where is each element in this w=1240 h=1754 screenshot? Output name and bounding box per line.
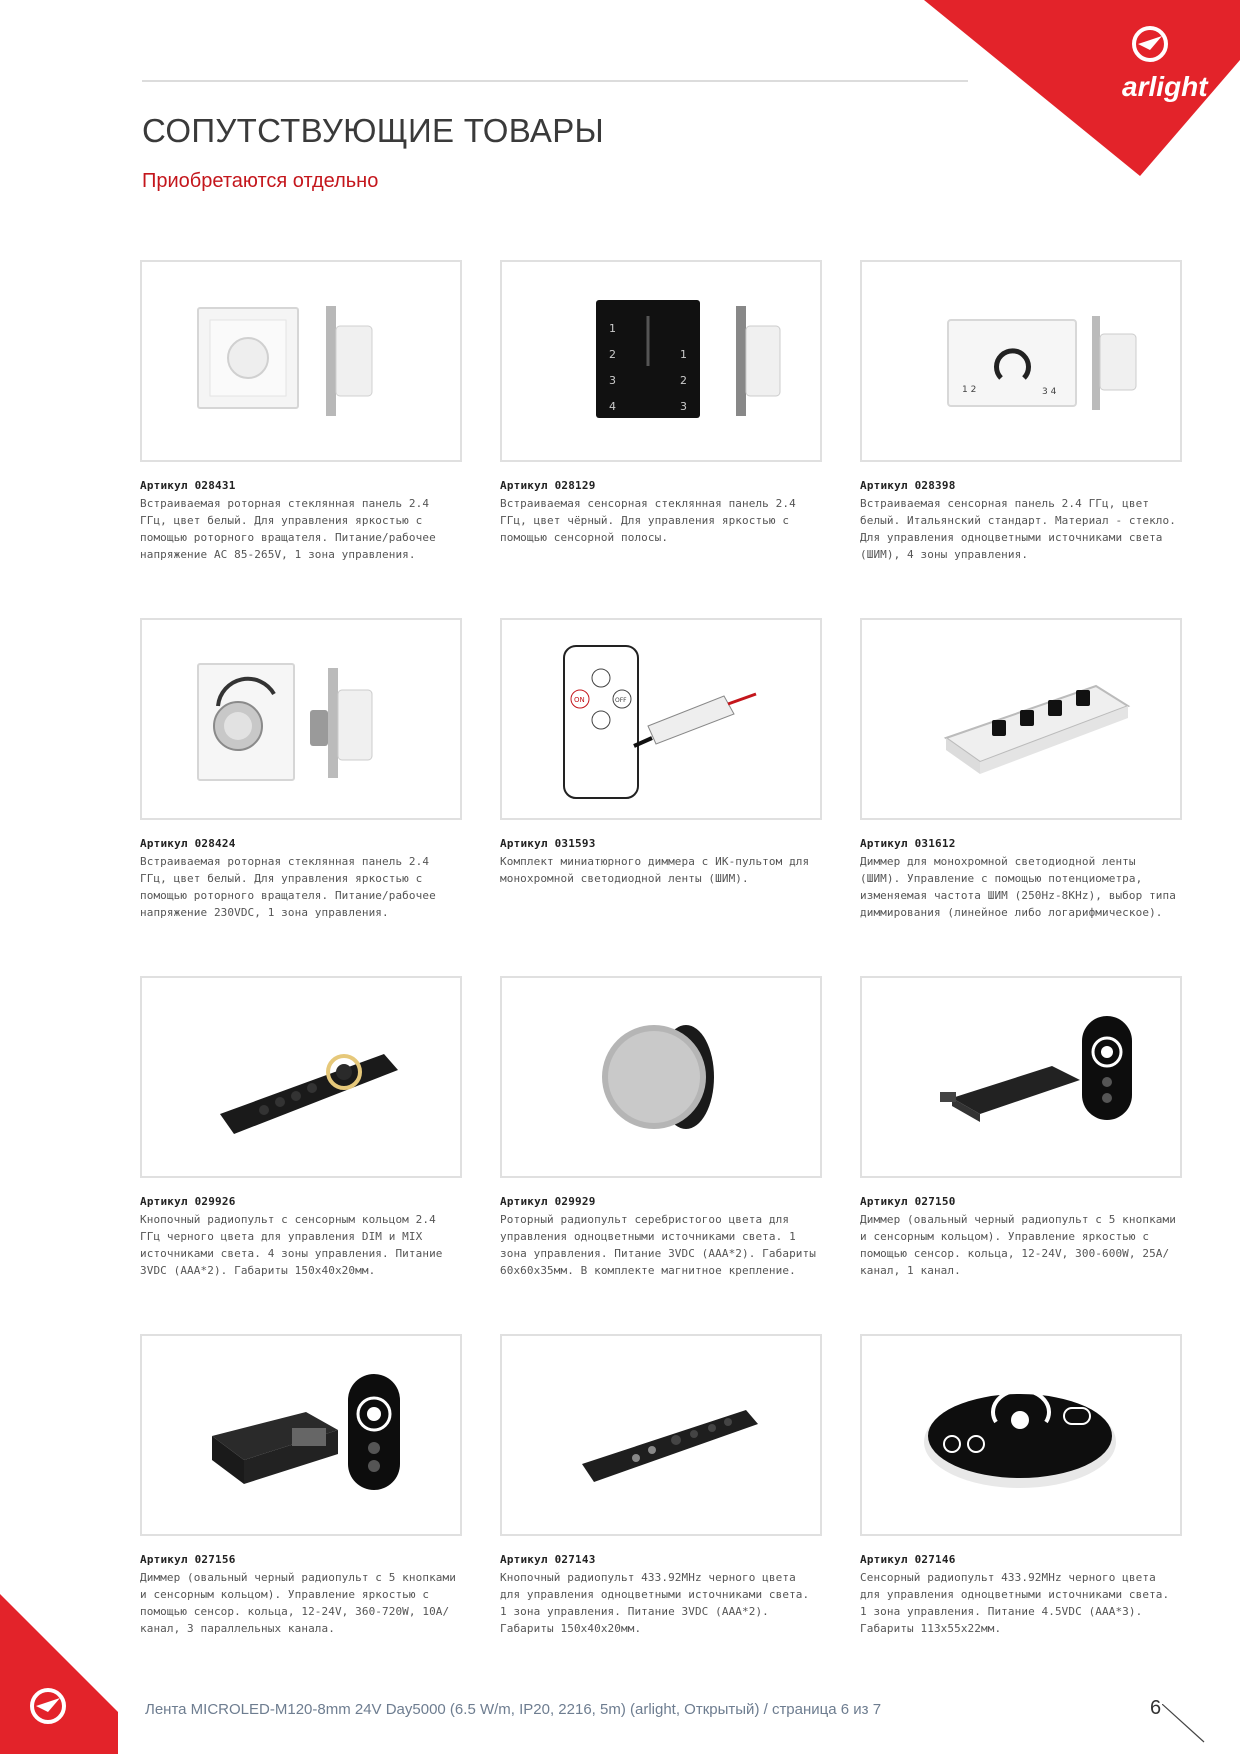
product-article: Артикул 029929 [500,1195,596,1208]
header-divider [142,80,968,82]
product-description: Встраиваемая сенсорная стеклянная панель 2.4 ГГц, цвет чёрный. Для управления яркостью с помощью сенсорной полосы. [500,497,796,544]
product-card[interactable] [140,260,462,563]
svg-text:2: 2 [609,348,616,361]
product-description: Комплект миниатюрного диммера с ИК-пультом для монохромной светодиодной ленты (ШИМ). [500,855,810,885]
page-corner-line [1162,1704,1212,1754]
footer-document-title: Лента MICROLED-M120-8mm 24V Day5000 (6.5 W/m, IP20, 2216, 5m) (arlight, Открытый) / страница 6 из 7 [145,1701,882,1718]
product-card[interactable] [860,976,1182,1279]
product-card[interactable] [860,1334,1182,1637]
product-description: Встраиваемая роторная стеклянная панель 2.4 ГГц, цвет белый. Для управления яркостью с помощью роторного вращателя. Питание/рабочее напряжение AC 85-265V, 1 зона управления. [140,497,436,561]
page-title: СОПУТСТВУЮЩИЕ ТОВАРЫ [142,112,605,149]
product-card[interactable] [140,618,462,921]
product-image [500,618,822,820]
product-image [860,1334,1182,1536]
product-description: Встраиваемая сенсорная панель 2.4 ГГц, цвет белый. Итальянский стандарт. Материал - стекло. Для управления одноцветными источниками света (ШИМ), 4 зоны управления. [860,497,1176,561]
product-image [500,260,822,462]
product-image [140,976,462,1178]
svg-text:3: 3 [609,374,616,387]
product-article: Артикул 027156 [140,1553,236,1566]
product-article: Артикул 029926 [140,1195,236,1208]
product-article: Артикул 028431 [140,479,236,492]
product-card[interactable] [140,1334,462,1637]
product-article: Артикул 027143 [500,1553,596,1566]
oval-touch-remote-icon [896,1360,1146,1510]
product-image [500,976,822,1178]
product-description: Диммер (овальный черный радиопульт с 5 кнопками и сенсорным кольцом). Управление яркостью с помощью сенсор. кольца, 12-24V, 300-600W, 25A/канал, 1 канал. [860,1213,1176,1277]
touch-white-panel-icon [896,286,1146,436]
brand-corner-logo [924,0,1240,176]
dimmer-oval-remote-icon [896,1002,1146,1152]
product-description: Встраиваемая роторная стеклянная панель 2.4 ГГц, цвет белый. Для управления яркостью с помощью роторного вращателя. Питание/рабочее напряжение 230VDC, 1 зона управления. [140,855,436,919]
svg-text:4: 4 [609,400,616,413]
page-subtitle: Приобретаются отдельно [142,170,379,192]
rotary-silver-panel-icon [176,644,426,794]
rotary-silver-remote-icon [536,1002,786,1152]
dimmer-3ch-oval-remote-icon [176,1360,426,1510]
product-image [860,618,1182,820]
svg-text:3 4: 3 4 [1042,387,1057,397]
svg-text:1: 1 [680,348,687,361]
black-remote-ring-icon [176,1002,426,1152]
product-card[interactable] [500,618,822,887]
product-image [860,976,1182,1178]
product-image [140,1334,462,1536]
product-description: Роторный радиопульт серебристогоо цвета для управления одноцветными источниками света. 1 зона управления. Питание 3VDC (AAA*2). Габариты 60x60x35мм. В комплекте магнитное крепление. [500,1213,816,1277]
product-description: Кнопочный радиопульт с сенсорным кольцом 2.4 ГГц черного цвета для управления DIM и MIX источниками света. 4 зоны управления. Питание 3VDC (AAA*2). Габариты 150x40x20мм. [140,1213,443,1277]
product-article: Артикул 027146 [860,1553,956,1566]
product-card[interactable] [500,260,822,546]
product-description: Сенсорный радиопульт 433.92MHz черного цвета для управления одноцветными источниками света. 1 зона управления. Питание 4.5VDC (AAA*3). Габариты 113x55x22мм. [860,1571,1170,1635]
product-article: Артикул 028129 [500,479,596,492]
product-image [860,260,1182,462]
page-number: 6 [1150,1697,1162,1719]
product-image [500,1334,822,1536]
product-article: Артикул 031612 [860,837,956,850]
svg-text:1: 1 [609,322,616,335]
product-description: Кнопочный радиопульт 433.92MHz черного цвета для управления одноцветными источниками света. 1 зона управления. Питание 3VDC (AAA*2). Габариты 150x40x20мм. [500,1571,810,1635]
black-slim-remote-icon [536,1360,786,1510]
product-description: Диммер (овальный черный радиопульт с 5 кнопками и сенсорным кольцом). Управление яркостью с помощью сенсор. кольца, 12-24V, 360-720W, 10A/канал, 3 параллельных канала. [140,1571,456,1635]
brand-corner-logo-bottom [0,1594,118,1754]
product-card[interactable] [860,618,1182,921]
product-article: Артикул 028424 [140,837,236,850]
svg-text:2: 2 [680,374,687,387]
brand-logo-text: arlight [1122,71,1208,102]
product-article: Артикул 031593 [500,837,596,850]
product-article: Артикул 027150 [860,1195,956,1208]
svg-text:1 2: 1 2 [962,385,977,395]
svg-text:OFF: OFF [615,697,627,704]
touch-black-panel-icon [536,286,786,436]
product-card[interactable] [140,976,462,1279]
product-card[interactable] [500,976,822,1279]
product-description: Диммер для монохромной светодиодной ленты (ШИМ). Управление с помощью потенциометра, изменяемая частота ШИМ (250Hz-8KHz), выбор типа диммирования (линейное либо логарифмическое). [860,855,1176,919]
ir-remote-dimmer-icon [536,634,786,804]
svg-text:3: 3 [680,400,687,413]
product-article: Артикул 028398 [860,479,956,492]
svg-text:ON: ON [574,696,585,704]
product-image [140,260,462,462]
product-card[interactable] [860,260,1182,563]
product-image [140,618,462,820]
rotary-white-panel-icon [176,286,426,436]
potentiometer-dimmer-icon [896,644,1146,794]
product-card[interactable] [500,1334,822,1637]
